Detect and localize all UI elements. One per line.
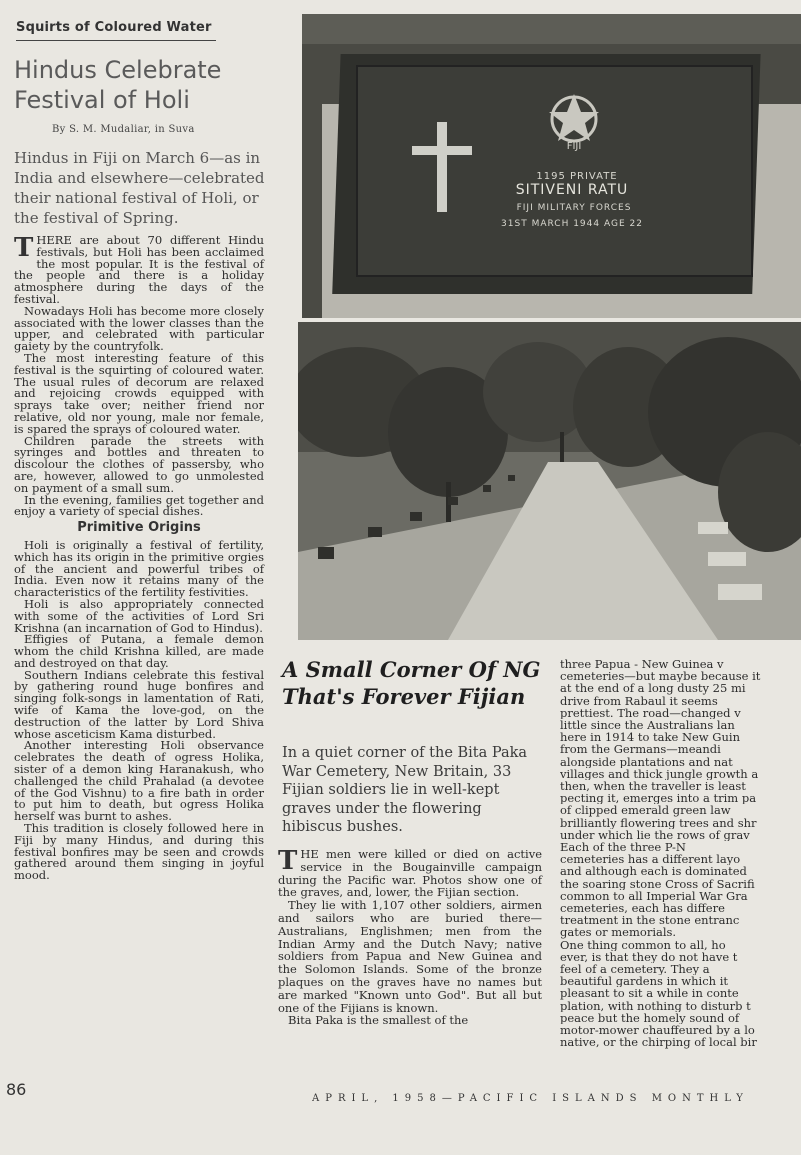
body-paragraph: Another interesting Holi observance celebrates the death of ogress Holika, sister of a demon king Haranakush, who challenged the child Prahalad (a devotee of the God Vishnu) to a fire bath in order to put him to death, but ogress Holika herself was burnt to ashes. bbox=[14, 738, 264, 824]
column-line: peace but the homely sound of bbox=[560, 1011, 740, 1025]
page-number: 86 bbox=[6, 1080, 27, 1099]
page-footer: APRIL, 1958—PACIFIC ISLANDS MONTHLY bbox=[312, 1093, 749, 1104]
body-paragraph: Nowadays Holi has become more closely associated with the lower classes than the upper, and celebrated with particular gaiety by the countryfolk. bbox=[14, 303, 264, 354]
body-paragraph: Holi is also appropriately connected with some of the activities of Lord Sri Krishna (an incarnation of God to Hindus). bbox=[14, 596, 264, 635]
article-headline: Hindus Celebrate Festival of Holi bbox=[14, 56, 222, 114]
svg-text:FIJI: FIJI bbox=[566, 141, 582, 152]
grave-plaque-illustration bbox=[302, 14, 801, 318]
column-line: brilliantly flowering trees and shr bbox=[560, 816, 757, 829]
svg-text:FIJI MILITARY FORCES: FIJI MILITARY FORCES bbox=[516, 203, 632, 213]
column-line: native, or the chirping of local bir bbox=[560, 1036, 757, 1049]
body-paragraph: THERE are about 70 different Hindu festivals, but Holi has been acclaimed the most popular. It is the festival of the people and there is a holiday atmosphere during the days of the festival. bbox=[14, 233, 264, 306]
section-label: Squirts of Coloured Water bbox=[16, 20, 212, 35]
cemetery-photo bbox=[298, 322, 801, 640]
column-line: One thing common to all, ho bbox=[560, 938, 726, 951]
column-line: villages and thick jungle growth a bbox=[560, 767, 759, 781]
column-line: drive from Rabaul it seems bbox=[560, 694, 718, 707]
article2-right-column bbox=[560, 658, 801, 1049]
column-line: gates or memorials. bbox=[560, 926, 677, 939]
body-paragraph: They lie with 1,107 other soldiers, airmen and sailors who are buried there—Australians, Englishmen; men from the Indian Army and the Dutch Navy; native soldiers from Papua and New Guinea and the Solomon Islands. Some of the bronze plaques on the graves have no names but are marked "Known unto God". But all but one of the Fijians is known. bbox=[278, 898, 542, 1015]
column-line: here in 1914 to take New Guin bbox=[560, 731, 740, 744]
column-line: cemeteries, each has differe bbox=[560, 902, 725, 915]
article-lead: Hindus in Fiji on March 6—as in India and elsewhere—celebrated their national festival of Holi, or the festival of Spring. bbox=[14, 149, 265, 227]
column-line: treatment in the stone entranc bbox=[560, 914, 740, 927]
column-line: Each of the three P-N bbox=[560, 841, 686, 854]
column-line: ever, is that they do not have t bbox=[560, 950, 738, 964]
column-line: cemeteries—but maybe because it bbox=[560, 670, 761, 683]
article-byline: By S. M. Mudaliar, in Suva bbox=[52, 124, 195, 135]
column-line: pecting it, emerges into a trim pa bbox=[560, 792, 757, 805]
column-line: from the Germans—meandi bbox=[560, 743, 721, 756]
svg-text:31ST MARCH 1944 AGE 22: 31ST MARCH 1944 AGE 22 bbox=[501, 219, 643, 229]
subheading: Primitive Origins bbox=[77, 520, 201, 536]
article2-lead: In a quiet corner of the Bita Paka War Cemetery, New Britain, 33 Fijian soldiers lie in well-kept graves under the flowering hibiscus bushes. bbox=[282, 745, 528, 835]
column-line: of clipped emerald green law bbox=[560, 804, 731, 817]
grave-plaque-photo bbox=[302, 14, 801, 318]
body-paragraph: This tradition is closely followed here in Fiji by many Hindus, and during this festival bonfires may be seen and crowds gathered around them singing in joyful mood. bbox=[14, 821, 264, 883]
drop-cap: T bbox=[278, 846, 298, 876]
body-paragraph: Southern Indians celebrate this festival by gathering round huge bonfires and singing folk-songs in lamentation of Rati, wife of Kama the love-god, on the destruction of the latter by Lord Shiva whose asceticism Kama disturbed. bbox=[14, 667, 264, 741]
body-paragraph: In the evening, families get together and enjoy a variety of special dishes. bbox=[14, 492, 264, 519]
column-line: little since the Australians lan bbox=[560, 719, 735, 732]
column-line: then, when the traveller is least bbox=[560, 780, 746, 793]
body-paragraph: The most interesting feature of this festival is the squirting of coloured water. The usual rules of decorum are relaxed and rejoicing crowds equipped with sprays take over; neither friend nor relative, old nor young, male nor female, is spared the sprays of coloured water. bbox=[14, 350, 264, 436]
svg-text:1195 PRIVATE: 1195 PRIVATE bbox=[536, 171, 618, 182]
column-line: common to all Imperial War Gra bbox=[560, 889, 748, 903]
column-line: beautiful gardens in which it bbox=[560, 975, 729, 988]
section-rule bbox=[16, 40, 216, 41]
body-paragraph: Bita Paka is the smallest of the bbox=[288, 1013, 469, 1028]
body-paragraph: Children parade the streets with syringes and bottles and threaten to discolour the clothes of passersby, who are, however, allowed to go unmolested on payment of a small sum. bbox=[14, 433, 264, 495]
drop-cap: T bbox=[14, 233, 34, 263]
svg-text:SITIVENI RATU: SITIVENI RATU bbox=[515, 182, 629, 198]
column-line: prettiest. The road—changed v bbox=[560, 706, 741, 720]
body-paragraph: THE men were killed or died on active service in the Bougainville campaign during the Pacific war. Photos show one of the graves, and, lower, the Fijian section. bbox=[278, 846, 542, 900]
column-line: cemeteries has a different layo bbox=[560, 853, 741, 866]
body-paragraph: Holi is originally a festival of fertility, which has its origin in the primitive orgies of the ancient and powerful tribes of India. Even now it retains many of the characteristics of the fertility festivities. bbox=[14, 537, 264, 600]
column-line: at the end of a long dusty 25 mi bbox=[560, 682, 746, 695]
body-paragraph: Effigies of Putana, a female demon whom the child Krishna killed, are made and destroyed on that day. bbox=[14, 632, 264, 670]
article2-title: A Small Corner Of NG That's Forever Fijian bbox=[282, 657, 541, 709]
column-line: feel of a cemetery. They a bbox=[560, 963, 710, 976]
column-line: and although each is dominated bbox=[560, 865, 747, 878]
column-line: motor-mower chauffeured by a lo bbox=[560, 1024, 755, 1037]
cemetery-illustration bbox=[298, 322, 801, 640]
column-line: plation, with nothing to disturb t bbox=[560, 999, 751, 1012]
column-line: three Papua - New Guinea v bbox=[560, 658, 724, 671]
article2-body-column bbox=[278, 848, 542, 1027]
column-line: the soaring stone Cross of Sacrifi bbox=[560, 877, 755, 890]
article-body-column bbox=[14, 235, 264, 882]
column-line: alongside plantations and nat bbox=[560, 755, 733, 768]
column-line: under which lie the rows of grav bbox=[560, 828, 750, 842]
column-line: pleasant to sit a while in conte bbox=[560, 987, 739, 1000]
